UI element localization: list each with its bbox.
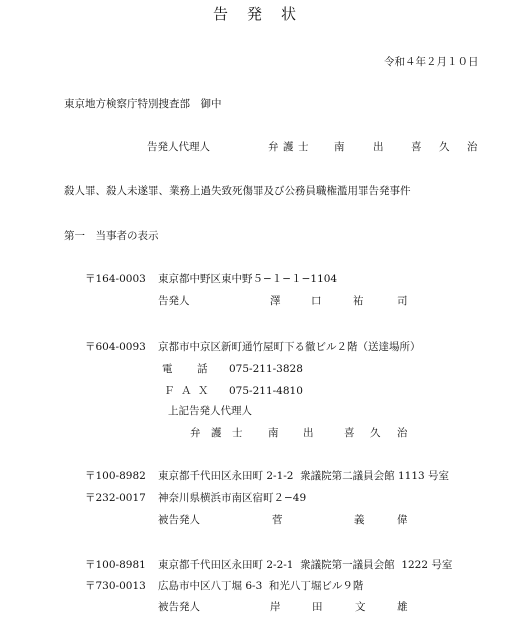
document-date: 令和４年２月１０日 (384, 56, 479, 68)
accused-1-postal-code: 〒100-8982 (85, 470, 146, 482)
fax-label-char: Ｆ (164, 385, 175, 397)
agent-address: 京都市中京区新町通竹屋町下る徹ビル２階（送達場所） (158, 341, 421, 353)
agent-name-char: 治 (397, 427, 408, 439)
fax-label-char: Ａ (181, 385, 192, 397)
accuser-role: 告発人 (158, 295, 190, 307)
agent-name-char: 南 (268, 427, 279, 439)
agent-note: 上記告発人代理人 (168, 405, 252, 417)
accused-1-name-char: 義 (354, 514, 365, 526)
accused-2-name-char: 雄 (397, 601, 408, 613)
fax-label-char: Ｘ (198, 385, 209, 397)
accused-1-address: 神奈川県横浜市南区宿町２−49 (158, 492, 307, 504)
document-title-char: 発 (247, 5, 263, 23)
accused-1-postal-code: 〒232-0017 (85, 492, 146, 504)
accused-2-postal-code: 〒100-8981 (85, 559, 146, 571)
representative-title-char: 護 (283, 141, 294, 153)
accused-2-name-char: 田 (312, 601, 323, 613)
case-title: 殺人罪、殺人未遂罪、業務上過失致死傷罪及び公務員職権濫用罪告発事件 (64, 185, 411, 197)
fax-number: 075-211-4810 (229, 385, 303, 397)
accuser-name-char: 澤 (270, 295, 281, 307)
representative-name-char: 喜 (411, 141, 422, 153)
agent-title-char: 護 (211, 427, 222, 439)
agent-postal-code: 〒604-0093 (85, 341, 146, 353)
accuser-name-char: 祐 (353, 295, 364, 307)
representative-title-char: 弁 (268, 141, 279, 153)
accused-2-name-char: 文 (355, 601, 366, 613)
accused-2-postal-code: 〒730-0013 (85, 580, 146, 592)
accused-1-role: 被告発人 (158, 514, 200, 526)
accused-1-address: 東京都千代田区永田町 2-1-2 衆議院第二議員会館 1113 号室 (158, 470, 450, 482)
representative-name-char: 久 (439, 141, 450, 153)
phone-label-char: 話 (197, 363, 208, 375)
representative-role: 告発人代理人 (147, 141, 210, 153)
section-heading: 第一 当事者の表示 (64, 230, 159, 242)
agent-name-char: 久 (370, 427, 381, 439)
phone-number: 075-211-3828 (229, 363, 303, 375)
agent-title-char: 弁 (190, 427, 201, 439)
addressee: 東京地方検察庁特別捜査部 御中 (64, 98, 222, 110)
representative-name-char: 南 (334, 141, 345, 153)
representative-name-char: 治 (467, 141, 478, 153)
accused-2-address: 東京都千代田区永田町 2-2-1 衆議院第一議員会館 1222 号室 (158, 559, 453, 571)
phone-label-char: 電 (162, 363, 173, 375)
representative-name-char: 出 (373, 141, 384, 153)
accuser-address: 東京都中野区東中野５−１−１−1104 (158, 273, 338, 285)
agent-title-char: 士 (232, 427, 243, 439)
accuser-name-char: 口 (311, 295, 322, 307)
agent-name-char: 出 (303, 427, 314, 439)
representative-title-char: 士 (298, 141, 309, 153)
accused-1-name-char: 偉 (397, 514, 408, 526)
document-title-char: 告 (213, 5, 229, 23)
accuser-postal-code: 〒164-0003 (85, 273, 146, 285)
accused-2-role: 被告発人 (158, 601, 200, 613)
accused-2-address: 広島市中区八丁堀 6-3 和光八丁堀ビル９階 (158, 580, 364, 592)
accused-1-name-char: 菅 (272, 514, 283, 526)
accused-2-name-char: 岸 (270, 601, 281, 613)
accuser-name-char: 司 (397, 295, 408, 307)
agent-name-char: 喜 (344, 427, 355, 439)
document-title-char: 状 (281, 5, 297, 23)
